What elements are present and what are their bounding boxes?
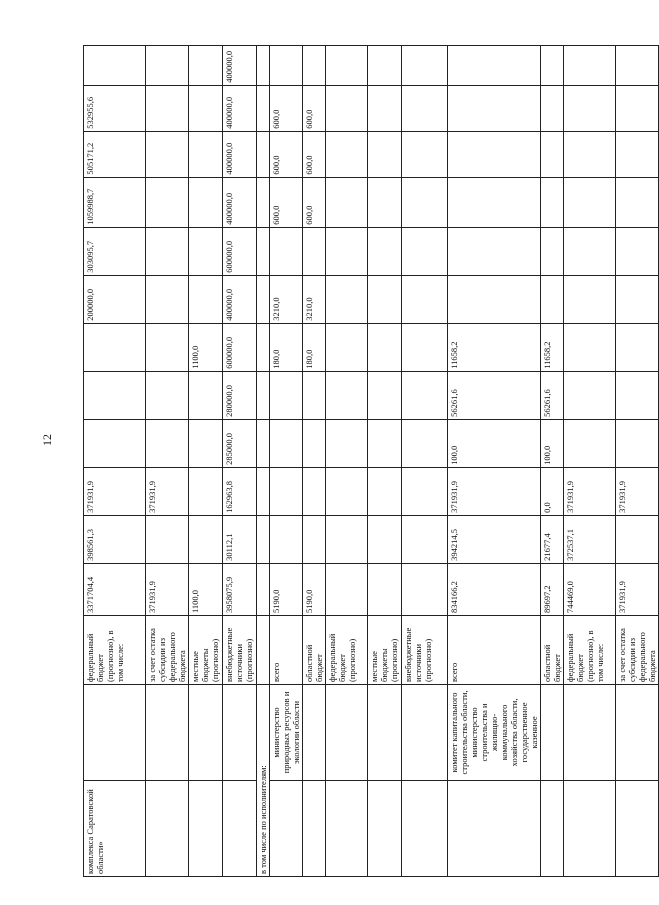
program-name-cell [616, 780, 659, 876]
value-cell [270, 371, 303, 419]
value-cell [368, 227, 402, 275]
value-cell [564, 177, 616, 227]
value-cell [189, 85, 223, 131]
value-cell: 600,0 [270, 131, 303, 177]
value-cell [402, 323, 448, 371]
program-name-cell [146, 780, 189, 876]
value-cell: 372537,1 [564, 515, 616, 563]
value-cell [368, 419, 402, 467]
value-cell: 1100,0 [189, 563, 223, 615]
value-cell: 3371704,4 [84, 563, 146, 615]
value-cell [402, 563, 448, 615]
value-cell [616, 371, 659, 419]
funding-source-cell: областной бюджет [303, 616, 326, 685]
value-cell [189, 177, 223, 227]
value-cell [448, 227, 541, 275]
value-cell [189, 227, 223, 275]
value-cell [257, 227, 270, 275]
value-cell: 1100,0 [189, 323, 223, 371]
program-name-cell: комплекса Саратовской области» [84, 780, 146, 876]
value-cell [368, 131, 402, 177]
executor-cell: комитет капитального строительства области, министерство строительства и жилищно-коммунального хозяйства области, государственное казенное [448, 684, 541, 780]
value-cell: 180,0 [303, 323, 326, 371]
value-cell [564, 131, 616, 177]
value-cell [402, 131, 448, 177]
value-cell: 394214,5 [448, 515, 541, 563]
value-cell: 3210,0 [270, 275, 303, 323]
value-cell: 744469,0 [564, 563, 616, 615]
value-cell: 600,0 [270, 177, 303, 227]
value-cell [257, 46, 270, 86]
table-row [223, 46, 257, 877]
value-cell [326, 371, 368, 419]
value-cell [448, 85, 541, 131]
value-cell [303, 467, 326, 515]
value-cell: 100,0 [541, 419, 564, 467]
table-row [189, 46, 223, 877]
value-cell: 3210,0 [303, 275, 326, 323]
value-cell [368, 323, 402, 371]
value-cell: 532955,6 [84, 85, 146, 131]
value-cell: 30112,1 [223, 515, 257, 563]
value-cell [564, 46, 616, 86]
value-cell [326, 227, 368, 275]
executor-cell [541, 684, 564, 780]
program-name-cell [303, 780, 326, 876]
value-cell [270, 419, 303, 467]
value-cell [257, 177, 270, 227]
value-cell [448, 275, 541, 323]
value-cell: 400000,0 [223, 46, 257, 86]
value-cell [541, 177, 564, 227]
value-cell [270, 46, 303, 86]
value-cell: 600,0 [303, 85, 326, 131]
funding-source-cell: внебюджетные источники (прогнозно) [402, 616, 448, 685]
value-cell: 600,0 [270, 85, 303, 131]
funding-source-cell: всего [448, 616, 541, 685]
program-name-cell [402, 780, 448, 876]
executor-cell [189, 684, 223, 780]
value-cell [189, 515, 223, 563]
value-cell [616, 46, 659, 86]
value-cell: 398561,3 [84, 515, 146, 563]
executor-cell [303, 684, 326, 780]
executor-cell [146, 684, 189, 780]
value-cell [402, 85, 448, 131]
value-cell [368, 371, 402, 419]
value-cell [616, 419, 659, 467]
value-cell [84, 371, 146, 419]
funding-source-cell: федеральный бюджет (прогнозно), в том числе: [84, 616, 146, 685]
value-cell: 1059988,7 [84, 177, 146, 227]
value-cell [146, 85, 189, 131]
value-cell [402, 467, 448, 515]
value-cell: 0,0 [541, 467, 564, 515]
value-cell [368, 177, 402, 227]
value-cell [326, 515, 368, 563]
value-cell: 89697,2 [541, 563, 564, 615]
program-name-cell [326, 780, 368, 876]
value-cell [616, 85, 659, 131]
value-cell [189, 467, 223, 515]
funding-source-cell: областной бюджет [541, 616, 564, 685]
value-cell [326, 323, 368, 371]
value-cell [257, 467, 270, 515]
table-row [270, 46, 303, 877]
program-name-cell [564, 780, 616, 876]
value-cell: 400000,0 [223, 131, 257, 177]
value-cell [84, 419, 146, 467]
value-cell [541, 227, 564, 275]
value-cell: 5190,0 [270, 563, 303, 615]
table-row [402, 46, 448, 877]
value-cell: 5190,0 [303, 563, 326, 615]
value-cell: 371931,9 [616, 467, 659, 515]
value-cell: 600000,0 [223, 227, 257, 275]
value-cell [564, 85, 616, 131]
value-cell [541, 275, 564, 323]
value-cell [368, 275, 402, 323]
value-cell [303, 227, 326, 275]
value-cell [257, 419, 270, 467]
executor-cell: министерство природных ресурсов и экологии области [270, 684, 303, 780]
value-cell [146, 419, 189, 467]
value-cell [326, 131, 368, 177]
program-name-cell [368, 780, 402, 876]
value-cell [402, 46, 448, 86]
value-cell [189, 371, 223, 419]
table-row [84, 46, 146, 877]
value-cell [257, 515, 270, 563]
value-cell [541, 46, 564, 86]
value-cell [448, 177, 541, 227]
value-cell: 11658,2 [541, 323, 564, 371]
value-cell [146, 371, 189, 419]
value-cell: 371931,9 [448, 467, 541, 515]
value-cell: 371931,9 [146, 563, 189, 615]
table-row [564, 46, 616, 877]
value-cell: 280000,0 [223, 371, 257, 419]
value-cell [84, 46, 146, 86]
value-cell: 834166,2 [448, 563, 541, 615]
value-cell [616, 275, 659, 323]
value-cell [564, 227, 616, 275]
program-name-cell [223, 780, 257, 876]
executor-cell [368, 684, 402, 780]
value-cell [448, 46, 541, 86]
value-cell: 371931,9 [564, 467, 616, 515]
value-cell [257, 85, 270, 131]
value-cell [146, 275, 189, 323]
funding-source-cell: внебюджетные источники (прогнозно) [223, 616, 257, 685]
executor-cell [326, 684, 368, 780]
value-cell: 3958075,9 [223, 563, 257, 615]
value-cell [616, 515, 659, 563]
value-cell [402, 177, 448, 227]
value-cell [84, 323, 146, 371]
executors-header-cell: в том числе по исполнителям: [257, 684, 270, 876]
value-cell: 100,0 [448, 419, 541, 467]
executor-cell [616, 684, 659, 780]
executor-cell [564, 684, 616, 780]
value-cell [368, 467, 402, 515]
value-cell: 371931,9 [84, 467, 146, 515]
value-cell: 400000,0 [223, 85, 257, 131]
budget-table [83, 45, 659, 877]
table-row [257, 46, 270, 877]
value-cell [564, 323, 616, 371]
value-cell [541, 131, 564, 177]
value-cell [402, 275, 448, 323]
table-row [326, 46, 368, 877]
value-cell [616, 177, 659, 227]
funding-source-cell: за счет остатка субсидии из федерального бюджета [616, 616, 659, 685]
program-name-cell [270, 780, 303, 876]
value-cell [146, 177, 189, 227]
value-cell [564, 371, 616, 419]
value-cell [402, 227, 448, 275]
value-cell [326, 563, 368, 615]
value-cell: 180,0 [270, 323, 303, 371]
value-cell [146, 227, 189, 275]
rotated-table-container [83, 45, 657, 877]
executor-cell [84, 684, 146, 780]
value-cell [257, 371, 270, 419]
value-cell [368, 46, 402, 86]
value-cell [616, 131, 659, 177]
funding-source-cell: местные бюджеты (прогнозно) [368, 616, 402, 685]
funding-source-cell: всего [270, 616, 303, 685]
value-cell [326, 85, 368, 131]
value-cell [616, 227, 659, 275]
value-cell: 505171,2 [84, 131, 146, 177]
value-cell: 56261,6 [448, 371, 541, 419]
value-cell [326, 46, 368, 86]
empty-cell [257, 616, 270, 685]
value-cell [146, 323, 189, 371]
funding-source-cell: федеральный бюджет (прогнозно) [326, 616, 368, 685]
value-cell [257, 563, 270, 615]
program-name-cell [189, 780, 223, 876]
value-cell [303, 419, 326, 467]
value-cell [257, 275, 270, 323]
funding-source-cell: за счет остатка субсидии из федерального бюджета [146, 616, 189, 685]
program-name-cell [448, 780, 541, 876]
value-cell [303, 46, 326, 86]
value-cell: 600,0 [303, 131, 326, 177]
value-cell [402, 371, 448, 419]
program-name-cell [541, 780, 564, 876]
value-cell: 285000,0 [223, 419, 257, 467]
value-cell [189, 419, 223, 467]
funding-source-cell: местные бюджеты (прогнозно) [189, 616, 223, 685]
value-cell [326, 467, 368, 515]
value-cell: 303095,7 [84, 227, 146, 275]
value-cell: 400000,0 [223, 177, 257, 227]
value-cell [564, 275, 616, 323]
executor-cell [402, 684, 448, 780]
value-cell [541, 85, 564, 131]
value-cell [146, 515, 189, 563]
value-cell [257, 131, 270, 177]
value-cell: 162963,8 [223, 467, 257, 515]
value-cell [368, 563, 402, 615]
value-cell [368, 515, 402, 563]
value-cell [270, 515, 303, 563]
value-cell [270, 467, 303, 515]
value-cell [326, 275, 368, 323]
value-cell: 56261,6 [541, 371, 564, 419]
value-cell [564, 419, 616, 467]
table-row [303, 46, 326, 877]
value-cell: 371931,9 [616, 563, 659, 615]
value-cell: 21677,4 [541, 515, 564, 563]
funding-source-cell: федеральный бюджет (прогнозно), в том числе: [564, 616, 616, 685]
value-cell: 600,0 [303, 177, 326, 227]
value-cell [303, 515, 326, 563]
value-cell [616, 323, 659, 371]
value-cell [189, 131, 223, 177]
table-row [368, 46, 402, 877]
value-cell [448, 131, 541, 177]
table-row [448, 46, 541, 877]
executor-cell [223, 684, 257, 780]
value-cell [303, 371, 326, 419]
value-cell [402, 515, 448, 563]
value-cell: 600000,0 [223, 323, 257, 371]
value-cell [326, 419, 368, 467]
value-cell [326, 177, 368, 227]
table-row [541, 46, 564, 877]
value-cell: 371931,9 [146, 467, 189, 515]
value-cell [368, 85, 402, 131]
value-cell [189, 46, 223, 86]
value-cell [146, 131, 189, 177]
value-cell: 200000,0 [84, 275, 146, 323]
value-cell [257, 323, 270, 371]
value-cell: 400000,0 [223, 275, 257, 323]
value-cell [146, 46, 189, 86]
value-cell [402, 419, 448, 467]
table-row [616, 46, 659, 877]
page-number: 12 [40, 434, 54, 446]
value-cell [189, 275, 223, 323]
table-row [146, 46, 189, 877]
value-cell [270, 227, 303, 275]
value-cell: 11658,2 [448, 323, 541, 371]
